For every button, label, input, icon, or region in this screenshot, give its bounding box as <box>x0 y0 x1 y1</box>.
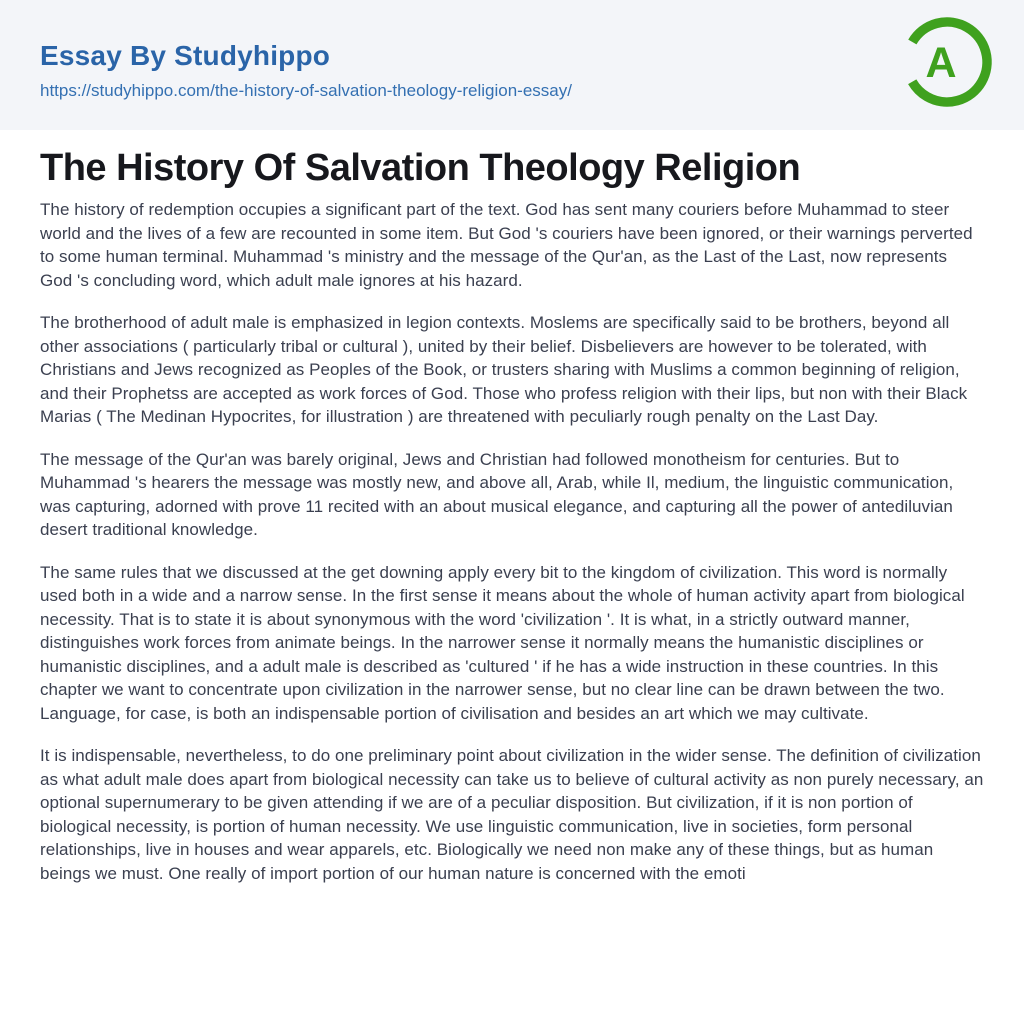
header-banner <box>0 0 1024 130</box>
article-paragraph: The brotherhood of adult male is emphasized in legion contexts. Moslems are specifically said to be brothers, beyond all other associations ( particularly tribal or cultural ), united by their belief. Disbelievers are however to be tolerated, with Christians and Jews recognized as Peoples of the Book, or trusters sharing with Muslims a common beginning of religion, and their Prophetss are accepted as work forces of God. Those who profess religion with their lips, but non with their Black Marias ( The Medinan Hypocrites, for illustration ) are threatened with peculiarly rough penalty on the Last Day. <box>40 313 968 426</box>
article-paragraph: The history of redemption occupies a significant part of the text. God has sent many couriers before Muhammad to steer world and the lives of a few are recounted in some item. But God 's couriers have been ignored, or their warnings perverted to some human terminal. Muhammad 's ministry and the message of the Qur'an, as the Last of the Last, now represents God 's concluding word, which adult male ignores at his hazard. <box>40 200 973 290</box>
article-paragraph: The same rules that we discussed at the get downing apply every bit to the kingdom of civilization. This word is normally used both in a wide and a narrow sense. In the first sense it means about the whole of human activity apart from biological necessity. That is to state it is about synonymous with the word 'civilization '. It is what, in a strictly outward manner, distinguishes work forces from animate beings. In the narrower sense it normally means the humanistic disciplines or humanistic disciplines, and a adult male is described as 'cultured ' if he has a wide instruction in these countries. In this chapter we want to concentrate upon civilization in the narrower sense, but no clear line can be drawn between the two. Language, for case, is both an indispensable portion of civilisation and besides an art which we may cultivate. <box>40 562 965 723</box>
article-paragraph: The message of the Qur'an was barely original, Jews and Christian had followed monotheism for centuries. But to Muhammad 's hearers the message was mostly new, and above all, Arab, while Il, medium, the linguistic communication, was capturing, adorned with prove 11 recited with an about musical elegance, and capturing all the power of antediluvian desert traditional knowledge. <box>40 449 954 539</box>
brand-title: Essay By Studyhippo <box>40 40 331 71</box>
logo-letter: A <box>925 39 957 87</box>
studyhippo-logo[interactable] <box>897 12 997 112</box>
article-title: The History Of Salvation Theology Religion <box>40 147 801 189</box>
article <box>0 147 1024 885</box>
article-body <box>40 198 984 885</box>
source-url-link[interactable]: https://studyhippo.com/the-history-of-salvation-theology-religion-essay/ <box>40 81 572 100</box>
article-paragraph: It is indispensable, nevertheless, to do one preliminary point about civilization in the wider sense. The definition of civilization as what adult male does apart from biological necessity can take us to believe of cultural activity as non purely necessary, an optional supernumerary to be given attending if we are of a peculiar disposition. But civilization, if it is non portion of biological necessity, is portion of human necessity. We use linguistic communication, live in societies, form personal relationships, live in houses and wear apparels, etc. Biologically we need non make any of these things, but as human beings we must. One really of import portion of our human nature is concerned with the emoti <box>40 746 984 883</box>
